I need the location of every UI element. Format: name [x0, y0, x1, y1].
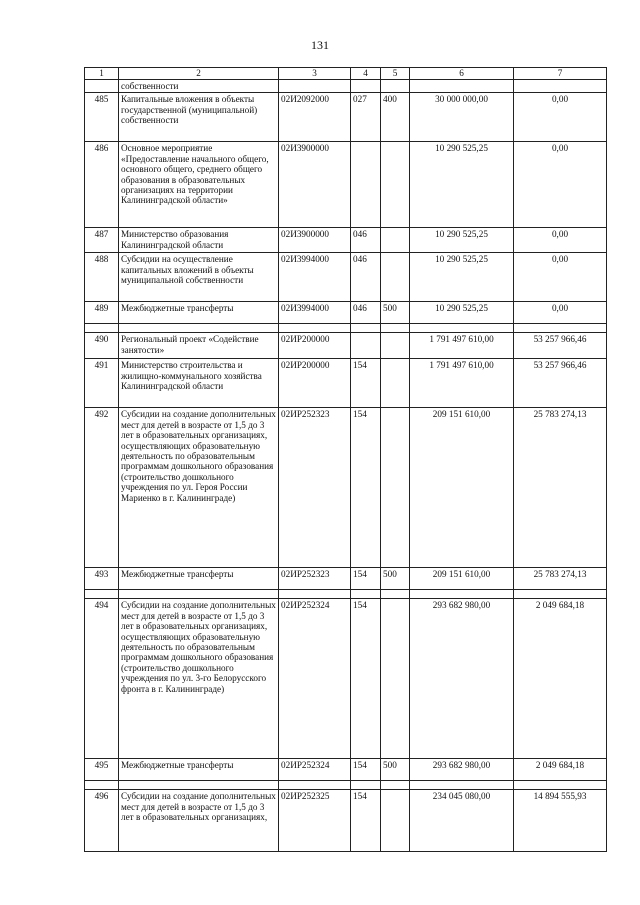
row-expense-type [381, 408, 410, 568]
row-amount-1: 1 791 497 610,00 [410, 359, 514, 408]
spacer-cell [119, 324, 279, 333]
row-amount-1 [410, 80, 514, 93]
row-expense-type [381, 228, 410, 253]
row-number: 492 [85, 408, 119, 568]
row-code: 02ИР252323 [279, 568, 351, 590]
column-header: 4 [351, 68, 381, 80]
spacer-cell [381, 781, 410, 790]
row-ministry-code [351, 333, 381, 359]
table-spacer-row [85, 781, 607, 790]
row-expense-type: 500 [381, 568, 410, 590]
row-amount-2: 0,00 [514, 93, 607, 142]
spacer-cell [279, 781, 351, 790]
column-header: 7 [514, 68, 607, 80]
row-amount-2: 53 257 966,46 [514, 359, 607, 408]
row-ministry-code: 154 [351, 599, 381, 759]
column-header: 5 [381, 68, 410, 80]
row-amount-2: 53 257 966,46 [514, 333, 607, 359]
row-code: 02ИР200000 [279, 333, 351, 359]
row-ministry-code: 046 [351, 302, 381, 324]
column-header: 1 [85, 68, 119, 80]
row-code: 02И3994000 [279, 302, 351, 324]
row-number: 485 [85, 93, 119, 142]
spacer-cell [410, 781, 514, 790]
spacer-cell [85, 324, 119, 333]
row-name: Субсидии на создание дополнительных мест для детей в возрасте от 1,5 до 3 лет в образовательных организациях, осуществляющих образовательную деятельность по образовательным программам дошкольного образования (строительство дошкольного учреждения по ул. 3-го Белорусского фронта в г. Калининграде) [119, 599, 279, 759]
table-spacer-row [85, 324, 607, 333]
row-amount-2: 0,00 [514, 228, 607, 253]
column-header: 6 [410, 68, 514, 80]
row-number: 495 [85, 759, 119, 781]
row-amount-1: 293 682 980,00 [410, 599, 514, 759]
row-expense-type: 400 [381, 93, 410, 142]
row-name: Региональный проект «Содействие занятости» [119, 333, 279, 359]
row-expense-type [381, 253, 410, 302]
row-expense-type [381, 599, 410, 759]
column-header: 3 [279, 68, 351, 80]
table-row [85, 142, 607, 228]
table-row [85, 333, 607, 359]
row-expense-type [381, 333, 410, 359]
row-amount-1: 209 151 610,00 [410, 568, 514, 590]
table-row [85, 408, 607, 568]
spacer-cell [410, 324, 514, 333]
spacer-cell [85, 781, 119, 790]
row-code: 02И2092000 [279, 93, 351, 142]
row-amount-2: 2 049 684,18 [514, 759, 607, 781]
row-number: 489 [85, 302, 119, 324]
table-header-row [85, 68, 607, 80]
spacer-cell [514, 781, 607, 790]
row-amount-1: 234 045 080,00 [410, 790, 514, 852]
row-amount-1: 1 791 497 610,00 [410, 333, 514, 359]
row-amount-1: 10 290 525,25 [410, 302, 514, 324]
row-number: 496 [85, 790, 119, 852]
row-amount-2 [514, 80, 607, 93]
row-code: 02ИР200000 [279, 359, 351, 408]
row-expense-type [381, 359, 410, 408]
row-expense-type [381, 790, 410, 852]
row-amount-1: 30 000 000,00 [410, 93, 514, 142]
spacer-cell [514, 324, 607, 333]
row-amount-1: 10 290 525,25 [410, 253, 514, 302]
spacer-cell [119, 590, 279, 599]
row-number: 491 [85, 359, 119, 408]
row-number [85, 80, 119, 93]
table-body [85, 80, 607, 852]
page-number: 131 [311, 38, 329, 52]
row-ministry-code: 046 [351, 253, 381, 302]
row-name: Министерство строительства и жилищно-коммунального хозяйства Калининградской области [119, 359, 279, 408]
spacer-cell [410, 590, 514, 599]
row-name: Субсидии на создание дополнительных мест для детей в возрасте от 1,5 до 3 лет в образовательных организациях, осуществляющих образовательную деятельность по образовательным программам дошкольного образования (строительство дошкольного учреждения по ул. Героя России Мариенко в г. Калининграде) [119, 408, 279, 568]
row-amount-2: 14 894 555,93 [514, 790, 607, 852]
row-code: 02ИР252323 [279, 408, 351, 568]
row-name: Министерство образования Калининградской области [119, 228, 279, 253]
row-number: 487 [85, 228, 119, 253]
row-expense-type [381, 142, 410, 228]
spacer-cell [514, 590, 607, 599]
table-row [85, 80, 607, 93]
row-amount-2: 25 783 274,13 [514, 568, 607, 590]
row-amount-1: 209 151 610,00 [410, 408, 514, 568]
row-ministry-code: 154 [351, 408, 381, 568]
table-row [85, 359, 607, 408]
row-name: Межбюджетные трансферты [119, 759, 279, 781]
spacer-cell [119, 781, 279, 790]
spacer-cell [381, 590, 410, 599]
row-ministry-code: 154 [351, 568, 381, 590]
row-name: Межбюджетные трансферты [119, 568, 279, 590]
row-expense-type: 500 [381, 759, 410, 781]
row-number: 494 [85, 599, 119, 759]
budget-table [84, 67, 607, 852]
spacer-cell [351, 781, 381, 790]
column-header: 2 [119, 68, 279, 80]
row-amount-2: 0,00 [514, 302, 607, 324]
table-spacer-row [85, 590, 607, 599]
row-name: Субсидии на создание дополнительных мест для детей в возрасте от 1,5 до 3 лет в образовательных организациях, [119, 790, 279, 852]
spacer-cell [279, 324, 351, 333]
row-code: 02ИР252324 [279, 599, 351, 759]
row-ministry-code [351, 142, 381, 228]
row-ministry-code: 046 [351, 228, 381, 253]
row-number: 490 [85, 333, 119, 359]
row-amount-1: 293 682 980,00 [410, 759, 514, 781]
table-row [85, 228, 607, 253]
row-amount-1: 10 290 525,25 [410, 142, 514, 228]
row-number: 493 [85, 568, 119, 590]
row-code: 02ИР252325 [279, 790, 351, 852]
table-row [85, 568, 607, 590]
row-number: 488 [85, 253, 119, 302]
row-ministry-code: 027 [351, 93, 381, 142]
spacer-cell [351, 324, 381, 333]
table-row [85, 93, 607, 142]
table-row [85, 253, 607, 302]
row-code: 02ИР252324 [279, 759, 351, 781]
row-ministry-code: 154 [351, 359, 381, 408]
row-code [279, 80, 351, 93]
table-row [85, 759, 607, 781]
row-name: Основное мероприятие «Предоставление начального общего, основного общего, среднего общего образования в образовательных организациях на территории Калининградской области» [119, 142, 279, 228]
row-ministry-code [351, 80, 381, 93]
table-row [85, 790, 607, 852]
row-amount-2: 2 049 684,18 [514, 599, 607, 759]
table-row [85, 302, 607, 324]
spacer-cell [279, 590, 351, 599]
row-expense-type [381, 80, 410, 93]
row-name: Межбюджетные трансферты [119, 302, 279, 324]
row-number: 486 [85, 142, 119, 228]
row-name: Субсидии на осуществление капитальных вложений в объекты муниципальной собственности [119, 253, 279, 302]
row-code: 02И3994000 [279, 253, 351, 302]
row-amount-2: 0,00 [514, 142, 607, 228]
row-expense-type: 500 [381, 302, 410, 324]
row-code: 02И3900000 [279, 228, 351, 253]
row-amount-1: 10 290 525,25 [410, 228, 514, 253]
spacer-cell [381, 324, 410, 333]
row-amount-2: 25 783 274,13 [514, 408, 607, 568]
table-row [85, 599, 607, 759]
spacer-cell [351, 590, 381, 599]
row-name: собственности [119, 80, 279, 93]
spacer-cell [85, 590, 119, 599]
row-ministry-code: 154 [351, 790, 381, 852]
row-code: 02И3900000 [279, 142, 351, 228]
row-amount-2: 0,00 [514, 253, 607, 302]
row-name: Капитальные вложения в объекты государственной (муниципальной) собственности [119, 93, 279, 142]
row-ministry-code: 154 [351, 759, 381, 781]
